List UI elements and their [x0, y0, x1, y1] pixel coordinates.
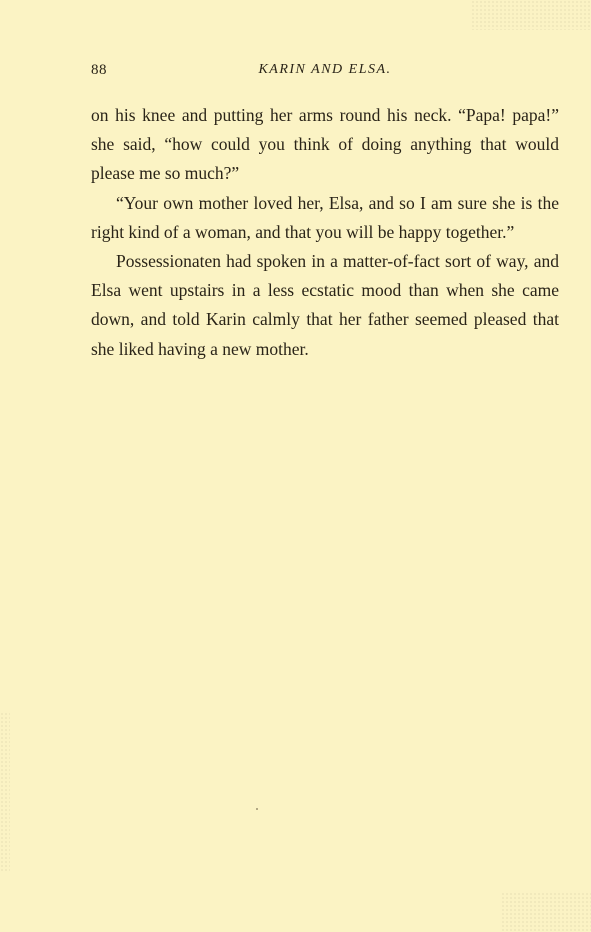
paper-speckle-left-edge — [0, 712, 10, 872]
paper-speckle-top-right — [471, 0, 591, 30]
running-title: KARIN AND ELSA. — [258, 62, 392, 77]
page-number: 88 — [91, 62, 107, 78]
paper-speck — [256, 808, 258, 810]
paragraph-2: “Your own mother loved her, Elsa, and so I am sure she is the right kind of a woman, and that you will be happy together.” — [91, 192, 559, 242]
paragraph-1: on his knee and putting her arms round his neck. “Papa! papa!” she said, “how could you think of doing anything that would please me so much?” — [91, 105, 559, 184]
page-header — [91, 62, 559, 82]
paper-speckle-bottom-right — [501, 892, 591, 932]
paragraph-3: Possessionaten had spoken in a matter-of-fact sort of way, and Elsa went upstairs in a less ecstatic mood than when she came down, and told Karin calmly that her father seemed pleased that she liked having a new mother. — [91, 251, 559, 359]
body-text — [91, 101, 559, 364]
